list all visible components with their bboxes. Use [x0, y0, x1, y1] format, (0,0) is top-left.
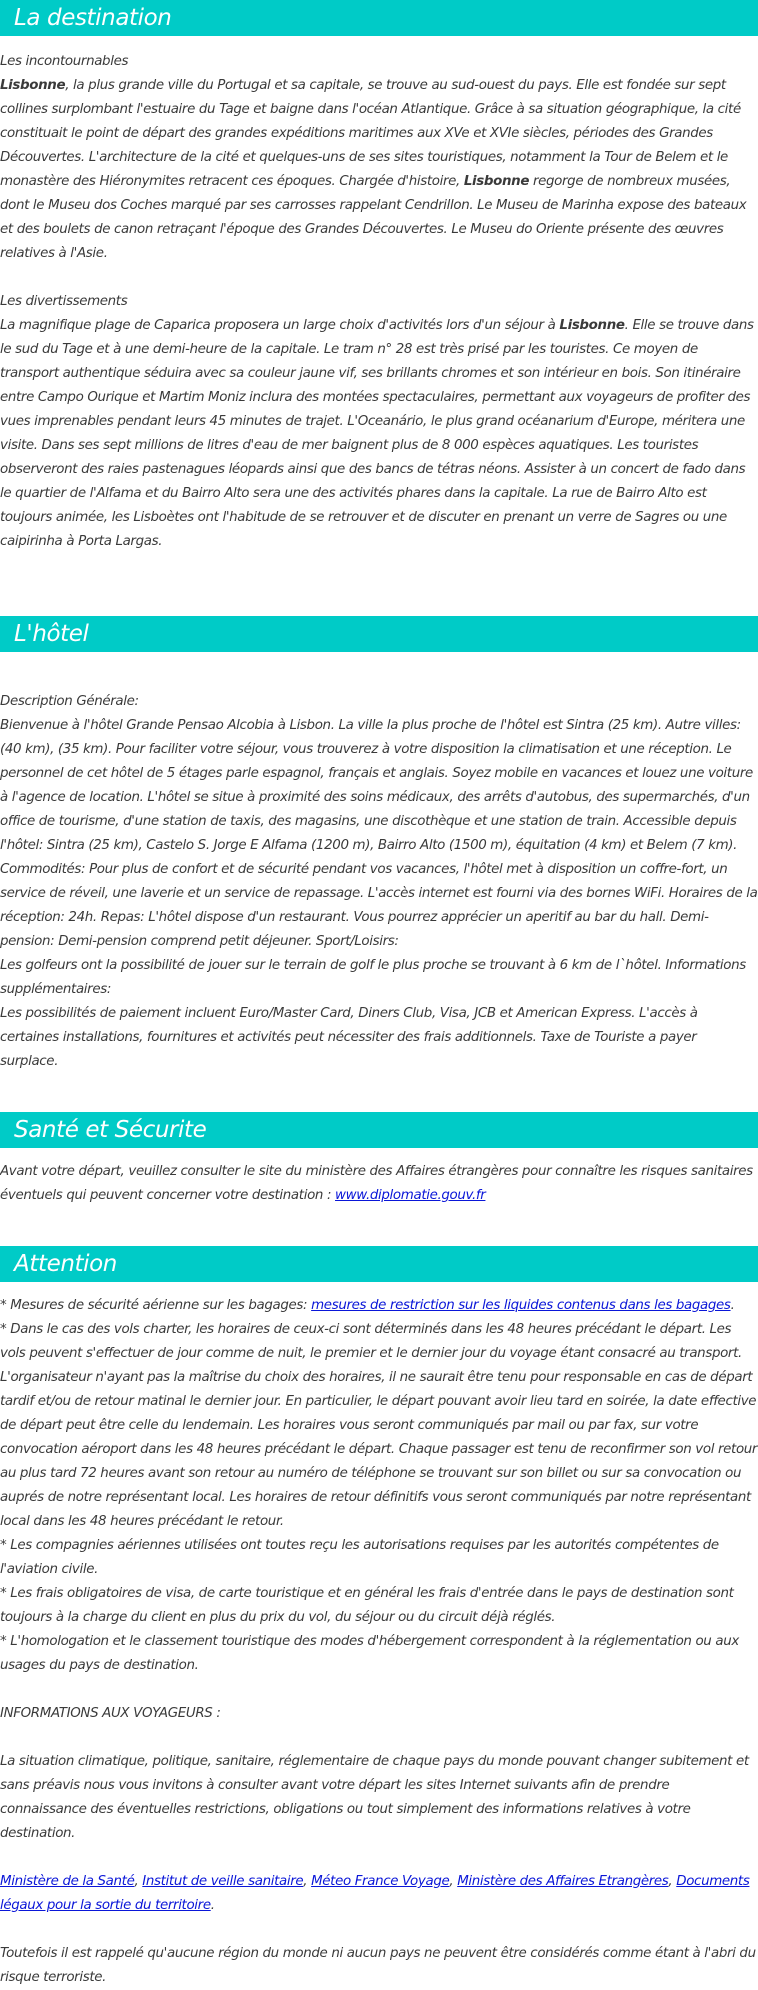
attention-frais: * Les frais obligatoires de visa, de carte touristique et en général les frais d'entrée dans le pays de destination sont toujours à la charge du client en plus du prix du vol, du séjour ou du circuit déjà réglés.: [0, 1586, 734, 1625]
city-name: Lisbonne: [463, 174, 530, 189]
link-ministere-sante[interactable]: Ministère de la Santé: [0, 1874, 135, 1889]
attention-homologation: * L'homologation et le classement touristique des modes d'hébergement correspondent à la réglementation ou aux usages du pays de destination.: [0, 1634, 739, 1673]
sante-heading: Santé et Sécurite: [0, 1112, 758, 1148]
city-name: Lisbonne: [0, 78, 66, 93]
link-documents-legaux[interactable]: Documents légaux pour la sortie du territoire: [0, 1874, 750, 1913]
info-voyageurs-heading: INFORMATIONS AUX VOYAGEURS :: [0, 1706, 221, 1721]
divertissements-title: Les divertissements: [0, 294, 128, 309]
destination-heading: La destination: [0, 0, 758, 36]
attention-body: [0, 1294, 758, 1990]
link-institut-veille[interactable]: Institut de veille sanitaire: [142, 1874, 304, 1889]
terror-notice: Toutefois il est rappelé qu'aucune région du monde ni aucun pays ne peuvent être considérés comme étant à l'abri du risque terroriste.: [0, 1946, 756, 1985]
hotel-desc-label: Description Générale:: [0, 694, 139, 709]
city-name: Lisbonne: [559, 318, 625, 333]
incontournables-text: Lisbonne, la plus grande ville du Portugal et sa capitale, se trouve au sud-ouest du pays. Elle est fondée sur sept collines surplombant l'estuaire du Tage et baigne dans l'océan Atlantique. Grâce à sa situation géographique, la cité constituait le point de départ des grandes expéditions maritimes aux XVe et XVIe siècles, périodes des Grandes Découvertes. L'architecture de la cité et quelques-uns de ses sites touristiques, notamment la Tour de Belem et le monastère des Hiéronymites retracent ces époques. Chargée d'histoire, Lisbonne regorge de nombreux musées, dont le Museu dos Coches marqué par ses carrosses rappelant Cendrillon. Le Museu de Marinha expose des bateaux et des boulets de canon retraçant l'époque des Grandes Découvertes. Le Museu do Oriente présente des œuvres relatives à l'Asie.: [0, 78, 747, 261]
hotel-desc-body: Bienvenue à l'hôtel Grande Pensao Alcobia à Lisbon. La ville la plus proche de l'hôtel est Sintra (25 km). Autre villes: (40 km), (35 km). Pour faciliter votre séjour, vous trouverez à votre disposition la climatisation et une réception. Le personnel de cet hôtel de 5 étages parle espagnol, français et anglais. Soyez mobile en vacances et louez une voiture à l'agence de location. L'hôtel se situe à proximité des soins médicaux, des arrêts d'autobus, des supermarchés, d'un office de tourisme, d'une station de taxis, des magasins, une discothèque et une station de train. Accessible depuis l'hôtel: Sintra (25 km), Castelo S. Jorge E Alfama (1200 m), Bairro Alto (1500 m), équitation (4 km) et Belem (7 km). Commodités: Pour plus de confort et de sécurité pendant vos vacances, l'hôtel met à disposition un coffre-fort, un service de réveil, une laverie et un service de repassage. L'accès internet est fourni via des bornes WiFi. Horaires de la réception: 24h. Repas: L'hôtel dispose d'un restaurant. Vous pourrez apprécier un aperitif au bar du hall. Demi-pension: Demi-pension comprend petit déjeuner. Sport/Loisirs:: [0, 718, 758, 949]
info-links: Ministère de la Santé, Institut de veille sanitaire, Méteo France Voyage, Ministère des Affaires Etrangères, Documents légaux pour la sortie du territoire.: [0, 1874, 750, 1913]
sante-text: Avant votre départ, veuillez consulter le site du ministère des Affaires étrangères pour connaître les risques sanitaires éventuels qui peuvent concerner votre destination : www.diplomatie.gouv.fr: [0, 1164, 753, 1203]
divertissements-text: La magnifique plage de Caparica proposera un large choix d'activités lors d'un séjour à Lisbonne. Elle se trouve dans le sud du Tage et à une demi-heure de la capitale. Le tram n° 28 est très prisé par les touristes. Ce moyen de transport authentique séduira avec sa couleur jaune vif, ses brillants chromes et son intérieur en bois. Son itinéraire entre Campo Ourique et Martim Moniz inclura des montées spectaculaires, permettant aux voyageurs de profiter des vues imprenables pendant leurs 45 minutes de trajet. L'Oceanário, le plus grand océanarium d'Europe, méritera une visite. Dans ses sept millions de litres d'eau de mer baignent plus de 8 000 espèces aquatiques. Les touristes observeront des raies pastenagues léopards ainsi que des bancs de tétras néons. Assister à un concert de fado dans le quartier de l'Alfama et du Bairro Alto sera une des activités phares dans la capitale. La rue de Bairro Alto est toujours animée, les Lisboètes ont l'habitude de se retrouver et de discuter en prenant un verre de Sagres ou une caipirinha à Porta Largas.: [0, 318, 754, 549]
hotel-golf: Les golfeurs ont la possibilité de jouer sur le terrain de golf le plus proche se trouvant à 6 km de l`hôtel. Informations supplémentaires:: [0, 958, 746, 997]
diplomatie-link[interactable]: www.diplomatie.gouv.fr: [335, 1188, 486, 1203]
info-voyageurs-text: La situation climatique, politique, sanitaire, réglementaire de chaque pays du monde pouvant changer subitement et sans préavis nous vous invitons à consulter avant votre départ les sites Internet suivants afin de prendre connaissance des éventuelles restrictions, obligations ou tout simplement des informations relatives à votre destination.: [0, 1754, 749, 1841]
hotel-description: [0, 690, 758, 1074]
attention-charter: * Dans le cas des vols charter, les horaires de ceux-ci sont déterminés dans les 48 heures précédant le départ. Les vols peuvent s'effectuer de jour comme de nuit, le premier et le dernier jour du voyage étant consacré au transport. L'organisateur n'ayant pas la maîtrise du choix des horaires, il ne saurait être tenu pour responsable en cas de départ tardif et/ou de retour matinal le dernier jour. En particulier, le départ pouvant avoir lieu tard en soirée, la date effective de départ peut être celle du lendemain. Les horaires vous seront communiqués par mail ou par fax, sur votre convocation aéroport dans les 48 heures précédant le départ. Chaque passager est tenu de reconfirmer son vol retour au plus tard 72 heures avant son retour au numéro de téléphone se trouvant sur son billet ou sur sa convocation ou auprés de notre représentant local. Les horaires de retour définitifs vous seront communiqués par notre représentant local dans les 48 heures précédant le retour.: [0, 1322, 758, 1529]
attention-compagnies: * Les compagnies aériennes utilisées ont toutes reçu les autorisations requises par les autorités compétentes de l'aviation civile.: [0, 1538, 719, 1577]
incontournables-title: Les incontournables: [0, 54, 129, 69]
attention-heading: Attention: [0, 1246, 758, 1282]
hotel-payment: Les possibilités de paiement incluent Euro/Master Card, Diners Club, Visa, JCB et American Express. L'accès à certaines installations, fournitures et activités peut nécessiter des frais additionnels. Taxe de Touriste a payer surplace.: [0, 1006, 698, 1069]
link-meteo-france[interactable]: Méteo France Voyage: [311, 1874, 450, 1889]
liquides-link[interactable]: mesures de restriction sur les liquides contenus dans les bagages: [311, 1298, 731, 1313]
attention-bagages: * Mesures de sécurité aérienne sur les bagages: mesures de restriction sur les liquides contenus dans les bagages.: [0, 1298, 735, 1313]
hotel-heading: L'hôtel: [0, 616, 758, 652]
destination-divertissements: [0, 290, 758, 554]
destination-incontournables: [0, 50, 758, 266]
link-affaires-etrangeres[interactable]: Ministère des Affaires Etrangères: [457, 1874, 669, 1889]
